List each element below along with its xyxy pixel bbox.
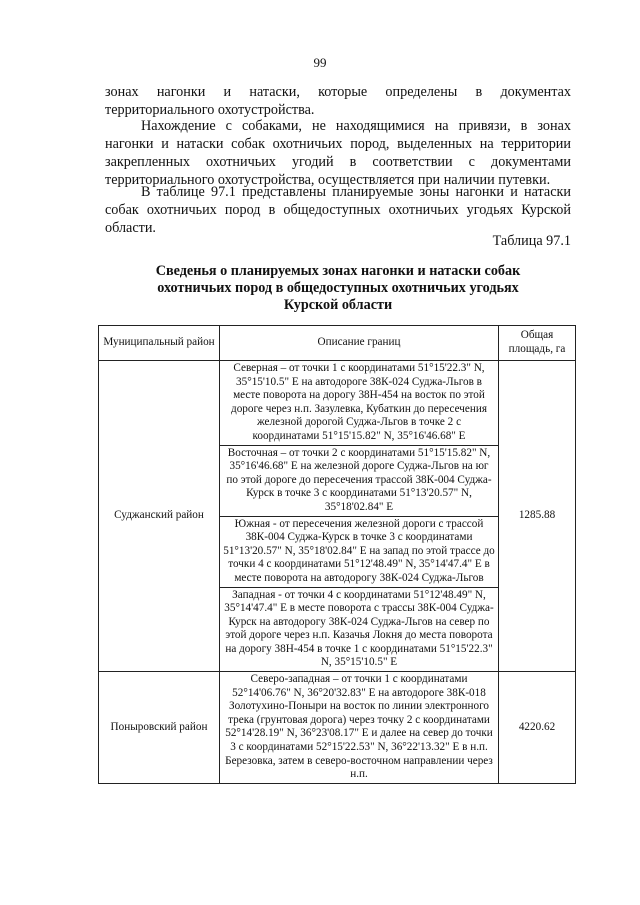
table-heading	[105, 263, 571, 314]
paragraph-3: В таблице 97.1 представлены планируемые зоны нагонки и натаски собак охотничьих пород в общедоступных охотничьих угодьях Курской области.	[105, 184, 571, 236]
boundary-cell: Южная - от пересечения железной дороги с трассой 38К-004 Суджа-Курск в точке 3 с координатами 51°13'20.57" N, 35°18'02.84" E на запад по этой трассе до точки 4 с координатами 51°12'48.49" N, 35°14'47.4" E в месте поворота на автодорогу 38К-024 Суджа-Льгов	[220, 516, 499, 587]
table-heading-line: Курской области	[283, 297, 393, 313]
district-cell: Поныровский район	[99, 672, 220, 784]
boundary-cell: Северо-западная – от точки 1 с координатами 52°14'06.76" N, 36°20'32.83" E на автодороге 38К-018 Золотухино-Поныри на восток по линии электронного трека (грунтовая дорога) через точку 2 с координатами 52°14'28.19" N, 36°23'08.17" E и далее на север до точки 3 с координатами 52°15'22.53" N, 36°22'13.32" E в н.п. Березовка, затем в северо-восточном направлении через н.п.	[220, 672, 499, 784]
area-cell: 1285.88	[499, 361, 576, 672]
paragraph-1-line-1: зонах нагонки и натаски, которые определены в документах	[105, 84, 571, 100]
paragraph-1-line-2: территориального охотустройства.	[105, 102, 315, 118]
table-heading-line: охотничьих пород в общедоступных охотничьих угодьях	[157, 280, 519, 296]
page-number: 99	[313, 55, 327, 70]
boundary-cell: Северная – от точки 1 с координатами 51°15'22.3" N, 35°15'10.5" E на автодороге 38К-024 Суджа-Льгов в месте поворота на дорогу 38Н-454 на восток по этой дороге через н.п. Зазулевка, Кубаткин до пересечения железной дорогой Суджа-Льгов в точке 2 с координатами 51°15'15.82" N, 35°16'46.68" E	[220, 361, 499, 446]
table-header-row	[99, 326, 576, 361]
header-description: Описание границ	[220, 326, 499, 361]
area-cell: 4220.62	[499, 672, 576, 784]
table-row	[99, 361, 576, 446]
table-heading-line: Сведенья о планируемых зонах нагонки и натаски собак	[155, 263, 521, 279]
header-area: Общая площадь, га	[499, 326, 576, 361]
boundary-cell: Восточная – от точки 2 с координатами 51°15'15.82" N, 35°16'46.68" E на железной дороге Суджа-Льгов на юг по этой дороге до пересечения трассой 38К-004 Суджа-Курск в точке 3 с координатами 51°13'20.57" N, 35°18'02.84" E	[220, 445, 499, 516]
paragraph-2: Нахождение с собаками, не находящимися на привязи, в зонах нагонки и натаски собак охотничьих пород, выделенных на территории закрепленных охотничьих угодий в соответствии с документами территориального охотустройства, осуществляется при наличии путевки.	[105, 118, 571, 188]
table-row	[99, 672, 576, 784]
boundary-cell: Западная - от точки 4 с координатами 51°12'48.49" N, 35°14'47.4" E в месте поворота с трассы 38К-004 Суджа-Курск на автодорогу 38К-024 Суджа-Льгов на север по этой дороге через н.п. Казачья Локня до места поворота на дорогу 38Н-454 в точке 1 с координатами 51°15'22.3" N, 35°15'10.5" E	[220, 587, 499, 672]
district-cell: Суджанский район	[99, 361, 220, 672]
zones-table	[98, 325, 576, 784]
header-district: Муниципальный район	[99, 326, 220, 361]
table-label: Таблица 97.1	[492, 233, 571, 249]
